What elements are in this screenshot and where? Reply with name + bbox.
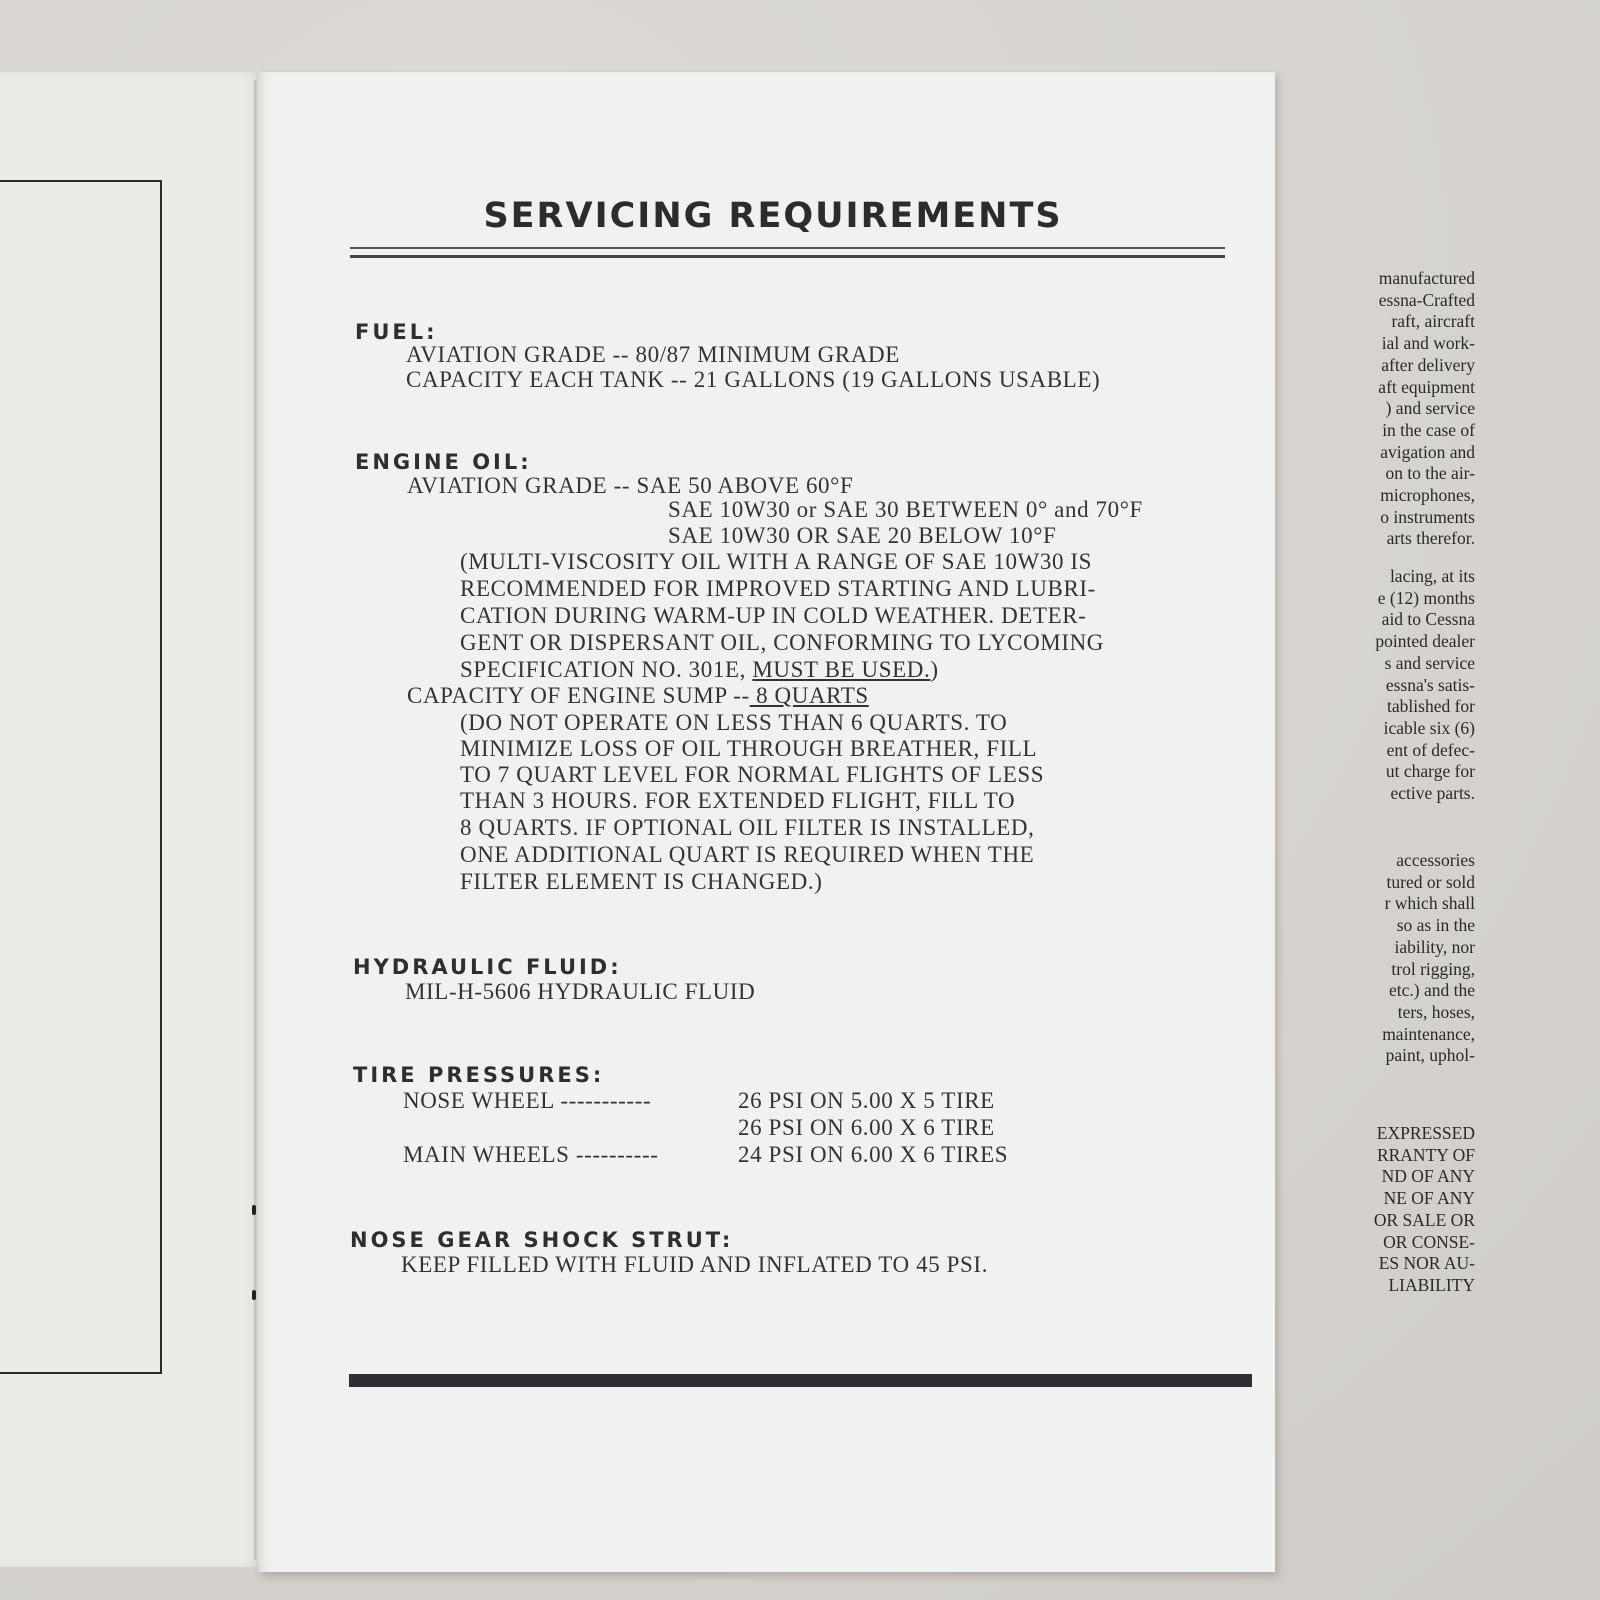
- sump-note-line: FILTER ELEMENT IS CHANGED.): [460, 869, 823, 894]
- warranty-text-line: EXPRESSED: [1376, 1123, 1475, 1143]
- binding-stitch: [252, 1205, 256, 1215]
- warranty-text-line: ters, hoses,: [1397, 1001, 1475, 1022]
- warranty-text-line: s and service: [1384, 652, 1475, 673]
- oil-note-line: GENT OR DISPERSANT OIL, CONFORMING TO LYCOMING: [460, 630, 1105, 655]
- sump-note-line: TO 7 QUART LEVEL FOR NORMAL FLIGHTS OF LESS: [460, 762, 1045, 787]
- main-wheels-label: MAIN WHEELS ----------: [403, 1142, 659, 1167]
- warranty-text-line: OR SALE OR: [1373, 1209, 1475, 1230]
- oil-grade-line: SAE 10W30 or SAE 30 BETWEEN 0° and 70°F: [668, 497, 1143, 522]
- fuel-heading: FUEL:: [355, 320, 438, 344]
- sump-note-line: 8 QUARTS. IF OPTIONAL OIL FILTER IS INSTALLED,: [460, 815, 1035, 840]
- tire-pressures-heading: TIRE PRESSURES:: [353, 1063, 605, 1087]
- sump-capacity-line: [407, 683, 869, 709]
- oil-note-line: RECOMMENDED FOR IMPROVED STARTING AND LUBRI-: [460, 576, 1096, 601]
- warranty-text-line: manufactured: [1378, 268, 1475, 288]
- book-spine: [254, 80, 260, 1560]
- sump-capacity-value: 8 QUARTS: [749, 683, 869, 708]
- sump-note-line: MINIMIZE LOSS OF OIL THROUGH BREATHER, FILL: [460, 736, 1038, 761]
- page-title: SERVICING REQUIREMENTS: [483, 196, 1063, 236]
- warranty-text-line: e (12) months: [1377, 587, 1475, 608]
- warranty-text-line: tablished for: [1387, 696, 1475, 717]
- oil-note-text: SPECIFICATION NO. 301E,: [460, 657, 753, 682]
- warranty-text-line: o instruments: [1380, 506, 1475, 527]
- title-rule: [350, 247, 1225, 249]
- left-page: [0, 72, 265, 1567]
- warranty-text-line: paint, uphol-: [1385, 1045, 1475, 1066]
- shock-strut-line: KEEP FILLED WITH FLUID AND INFLATED TO 45 PSI.: [401, 1252, 989, 1277]
- sump-note-line: THAN 3 HOURS. FOR EXTENDED FLIGHT, FILL TO: [460, 788, 1016, 813]
- warranty-text-line: avigation and: [1380, 441, 1475, 462]
- warranty-text-line: lacing, at its: [1389, 566, 1475, 586]
- fuel-line: AVIATION GRADE -- 80/87 MINIMUM GRADE: [406, 342, 900, 367]
- warranty-text-line: ND OF ANY: [1381, 1166, 1475, 1187]
- warranty-text-line: LIABILITY: [1388, 1274, 1475, 1295]
- title-rule: [350, 255, 1225, 258]
- warranty-text-line: ut charge for: [1385, 761, 1475, 782]
- sump-note-line: (DO NOT OPERATE ON LESS THAN 6 QUARTS. TO: [460, 710, 1008, 735]
- hydraulic-line: MIL-H-5606 HYDRAULIC FLUID: [405, 979, 756, 1004]
- warranty-text-line: icable six (6): [1383, 717, 1475, 738]
- warranty-text-line: etc.) and the: [1389, 980, 1475, 1001]
- warranty-text-line: essna's satis-: [1385, 674, 1475, 695]
- sump-note-line: ONE ADDITIONAL QUART IS REQUIRED WHEN THE: [460, 842, 1035, 867]
- engine-oil-heading: ENGINE OIL:: [355, 450, 532, 474]
- warranty-paragraph-3: [1275, 850, 1475, 1067]
- oil-note-line: [460, 657, 939, 683]
- oil-note-text: ): [930, 657, 939, 682]
- shock-strut-heading: NOSE GEAR SHOCK STRUT:: [350, 1228, 734, 1252]
- warranty-text-line: tured or sold: [1386, 871, 1475, 892]
- nose-wheel-value: 26 PSI ON 6.00 X 6 TIRE: [738, 1115, 995, 1140]
- warranty-text-line: after delivery: [1381, 354, 1475, 375]
- warranty-text-line: aid to Cessna: [1381, 609, 1475, 630]
- warranty-text-line: aft equipment: [1378, 376, 1475, 397]
- fuel-line: CAPACITY EACH TANK -- 21 GALLONS (19 GALLONS USABLE): [406, 367, 1101, 392]
- warranty-text-line: accessories: [1396, 850, 1475, 870]
- nose-wheel-label: NOSE WHEEL -----------: [403, 1088, 652, 1113]
- oil-grade-line: AVIATION GRADE -- SAE 50 ABOVE 60°F: [407, 473, 854, 498]
- main-wheels-value: 24 PSI ON 6.00 X 6 TIRES: [738, 1142, 1009, 1167]
- warranty-box: [0, 180, 162, 1374]
- hydraulic-heading: HYDRAULIC FLUID:: [353, 955, 622, 979]
- warranty-paragraph-2: [1275, 566, 1475, 805]
- oil-grade-line: SAE 10W30 OR SAE 20 BELOW 10°F: [668, 523, 1057, 548]
- warranty-text-line: r which shall: [1384, 893, 1475, 914]
- bottom-rule: [349, 1374, 1252, 1387]
- warranty-text-line: ective parts.: [1390, 783, 1475, 804]
- warranty-text-line: ES NOR AU-: [1378, 1253, 1475, 1274]
- binding-stitch: [252, 1290, 256, 1300]
- warranty-text-line: maintenance,: [1382, 1023, 1475, 1044]
- warranty-text-line: raft, aircraft: [1391, 311, 1475, 332]
- warranty-text-line: essna-Crafted: [1378, 289, 1475, 310]
- warranty-text-line: RRANTY OF: [1376, 1144, 1475, 1165]
- warranty-text-line: OR CONSE-: [1383, 1231, 1475, 1252]
- oil-note-line: (MULTI-VISCOSITY OIL WITH A RANGE OF SAE 10W30 IS: [460, 549, 1093, 574]
- warranty-text-line: so as in the: [1396, 915, 1475, 936]
- warranty-paragraph-4: [1275, 1123, 1475, 1297]
- warranty-paragraph-1: [1275, 268, 1475, 550]
- warranty-text-line: ial and work-: [1381, 333, 1475, 354]
- warranty-text-line: arts therefor.: [1386, 528, 1475, 549]
- warranty-text-line: trol rigging,: [1391, 958, 1475, 979]
- warranty-text-line: in the case of: [1382, 419, 1475, 440]
- nose-wheel-value: 26 PSI ON 5.00 X 5 TIRE: [738, 1088, 995, 1113]
- warranty-text-line: microphones,: [1380, 485, 1475, 506]
- must-be-used-text: MUST BE USED.: [752, 657, 931, 682]
- warranty-text-line: on to the air-: [1385, 463, 1475, 484]
- warranty-text-line: iability, nor: [1394, 936, 1475, 957]
- warranty-text-line: ) and service: [1385, 398, 1475, 419]
- warranty-text-line: ent of defec-: [1386, 739, 1475, 760]
- sump-capacity-label: CAPACITY OF ENGINE SUMP --: [407, 683, 750, 708]
- warranty-text-line: pointed dealer: [1375, 631, 1475, 652]
- oil-note-line: CATION DURING WARM-UP IN COLD WEATHER. DETER-: [460, 603, 1087, 628]
- warranty-text-line: NE OF ANY: [1383, 1188, 1475, 1209]
